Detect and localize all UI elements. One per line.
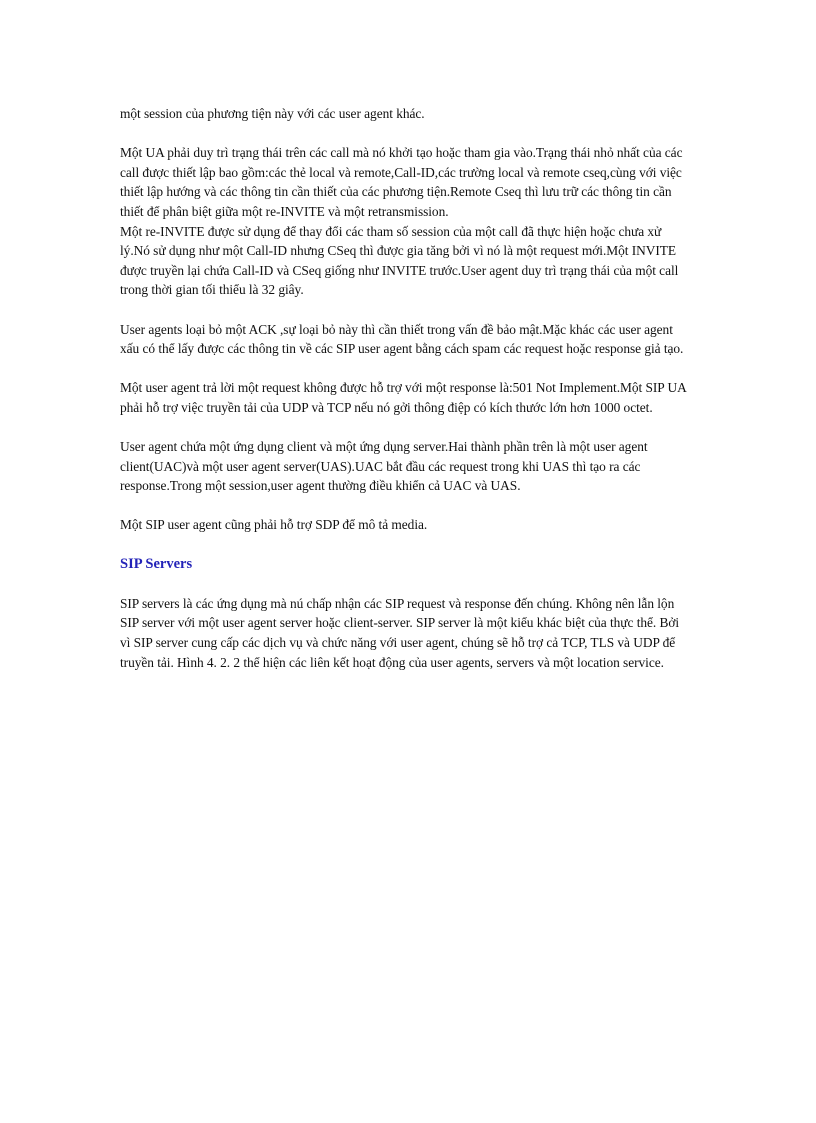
- document-page: [120, 104, 692, 672]
- paragraph-ua-state: Một UA phải duy trì trạng thái trên các call mà nó khởi tạo hoặc tham gia vào.Trạng thái nhỏ nhất của các call được thiết lập bao gồm:các thẻ local và remote,Call-ID,các trường local và remote cseq,cùng với việc thiết lập hướng và các thông tin cần thiết của các phương tiện.Remote Cseq thì lưu trữ các thông tin cần thiết để phân biệt giữa một re-INVITE và một retransmission.: [120, 145, 683, 219]
- paragraph-spacer: [120, 300, 692, 320]
- paragraph-spacer: [120, 496, 692, 516]
- paragraph-spacer: [120, 418, 692, 438]
- paragraph-uac-uas: User agent chứa một ứng dụng client và một ứng dụng server.Hai thành phần trên là một user agent client(UAC)và một user agent server(UAS).UAC bắt đầu các request trong khi UAS thì tạo ra các response.Trong một session,user agent thường điều khiển cả UAC và UAS.: [120, 439, 648, 494]
- paragraph-sip-servers: SIP servers là các ứng dụng mà nú chấp nhận các SIP request và response đến chúng. Không nên lẫn lộn SIP server với một user agent server hoặc client-server. SIP server là một kiểu khác biệt của thực thể. Bởi vì SIP server cung cấp các dịch vụ và chức năng với user agent, chúng sẽ hỗ trợ cả TCP, TLS và UDP để truyền tải. Hình 4. 2. 2 thể hiện các liên kết hoạt động của user agents, servers và một location service.: [120, 595, 680, 670]
- paragraph-spacer: [120, 359, 692, 379]
- paragraph-spacer: [120, 124, 692, 144]
- paragraph-re-invite: Một re-INVITE được sử dụng để thay đổi các tham số session của một call đã thực hiện hoặc chưa xử lý.Nó sử dụng như một Call-ID nhưng CSeq thì được gia tăng bởi vì nó là một request mới.Một INVITE được truyền lại chứa Call-ID và CSeq giống như INVITE trước.User agent duy trì trạng thái của một call trong thời gian tối thiểu là 32 giây.: [120, 223, 679, 298]
- section-heading-sip-servers: SIP Servers: [120, 555, 193, 572]
- paragraph-session-intro: một session của phương tiện này với các user agent khác.: [120, 106, 425, 121]
- paragraph-ack: User agents loại bỏ một ACK ,sự loại bỏ này thì cần thiết trong vấn đề bảo mật.Mặc khác các user agent xấu có thể lấy được các thông tin về các SIP user agent bằng cách spam các request hoặc response giả tạo.: [120, 321, 684, 357]
- paragraph-spacer: [120, 535, 692, 555]
- paragraph-spacer: [120, 574, 692, 594]
- paragraph-sdp: Một SIP user agent cũng phải hỗ trợ SDP để mô tả media.: [120, 517, 428, 533]
- paragraph-501: Một user agent trả lời một request không được hỗ trợ với một response là:501 Not Implement.Một SIP UA phải hỗ trợ việc truyền tải của UDP và TCP nếu nó gởi thông điệp có kích thước lớn hơn 1000 octet.: [120, 380, 686, 415]
